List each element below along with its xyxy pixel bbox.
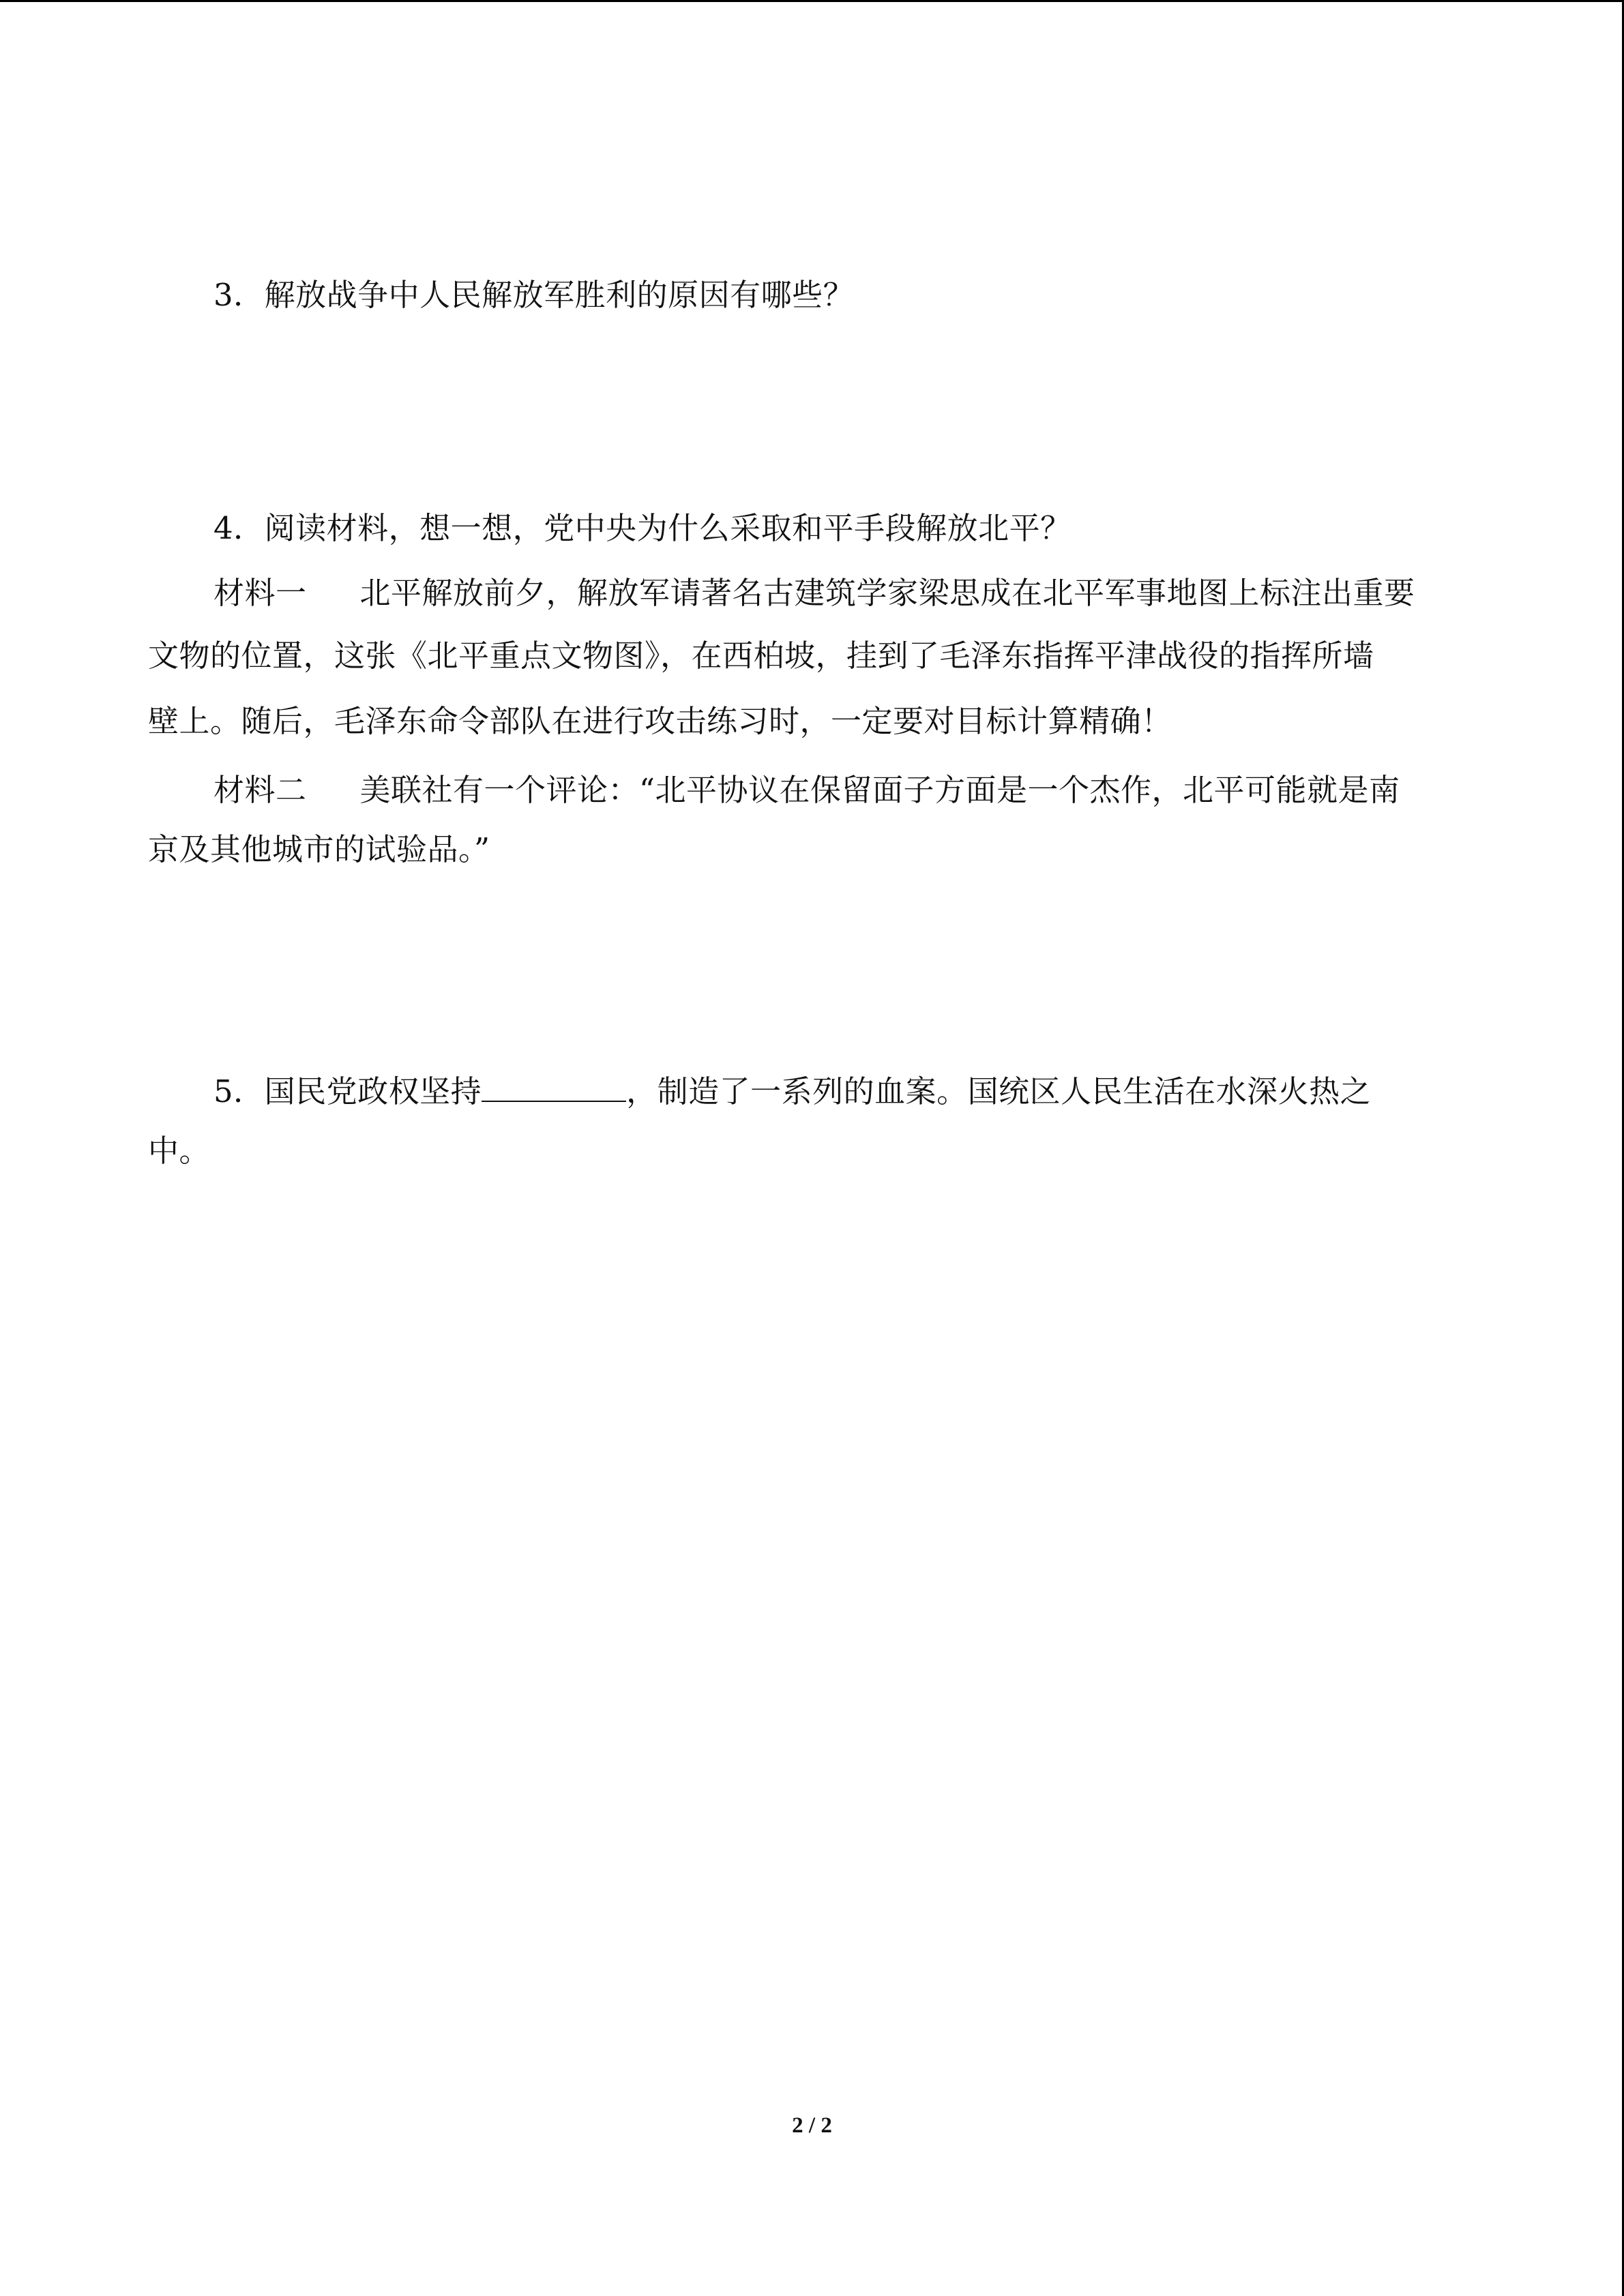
question-3-text: 3．解放战争中人民解放军胜利的原因有哪些？ (213, 277, 855, 313)
page-number: 2 / 2 (792, 2113, 832, 2138)
material-2-text-2: 京及其他城市的试验品。” (148, 831, 490, 867)
material-1-line-1 (213, 573, 1415, 614)
material-1-text-2: 文物的位置，这张《北平重点文物图》，在西柏坡，挂到了毛泽东指挥平津战役的指挥所墙 (148, 638, 1374, 674)
material-2-label: 材料二 (213, 772, 307, 808)
question-4-text: 4．阅读材料，想一想，党中央为什么采取和平手段解放北平？ (213, 510, 1072, 546)
answer-blank[interactable] (482, 1071, 626, 1102)
page-top-border (0, 0, 1624, 2)
question-5-line-1 (213, 1071, 1371, 1112)
question-5-text-before: 5．国民党政权坚持 (213, 1073, 482, 1109)
material-1-label: 材料一 (213, 575, 307, 611)
material-1-text-3: 壁上。随后，毛泽东命令部队在进行攻击练习时，一定要对目标计算精确！ (148, 703, 1172, 739)
material-1-line-2 (148, 636, 1374, 676)
question-4 (213, 508, 1072, 549)
material-1-line-3 (148, 701, 1172, 742)
material-1-text-1: 北平解放前夕，解放军请著名古建筑学家梁思成在北平军事地图上标注出重要 (359, 575, 1415, 611)
material-2-line-1 (213, 770, 1400, 811)
question-5-text-after: ，制造了一系列的血案。国统区人民生活在水深火热之 (626, 1073, 1372, 1109)
question-3 (213, 275, 854, 316)
material-2-line-2 (148, 829, 490, 870)
question-5-line-2 (148, 1131, 210, 1172)
question-5-text-2: 中。 (148, 1133, 211, 1169)
material-2-text-1: 美联社有一个评论：“北平协议在保留面子方面是一个杰作，北平可能就是南 (359, 772, 1400, 808)
